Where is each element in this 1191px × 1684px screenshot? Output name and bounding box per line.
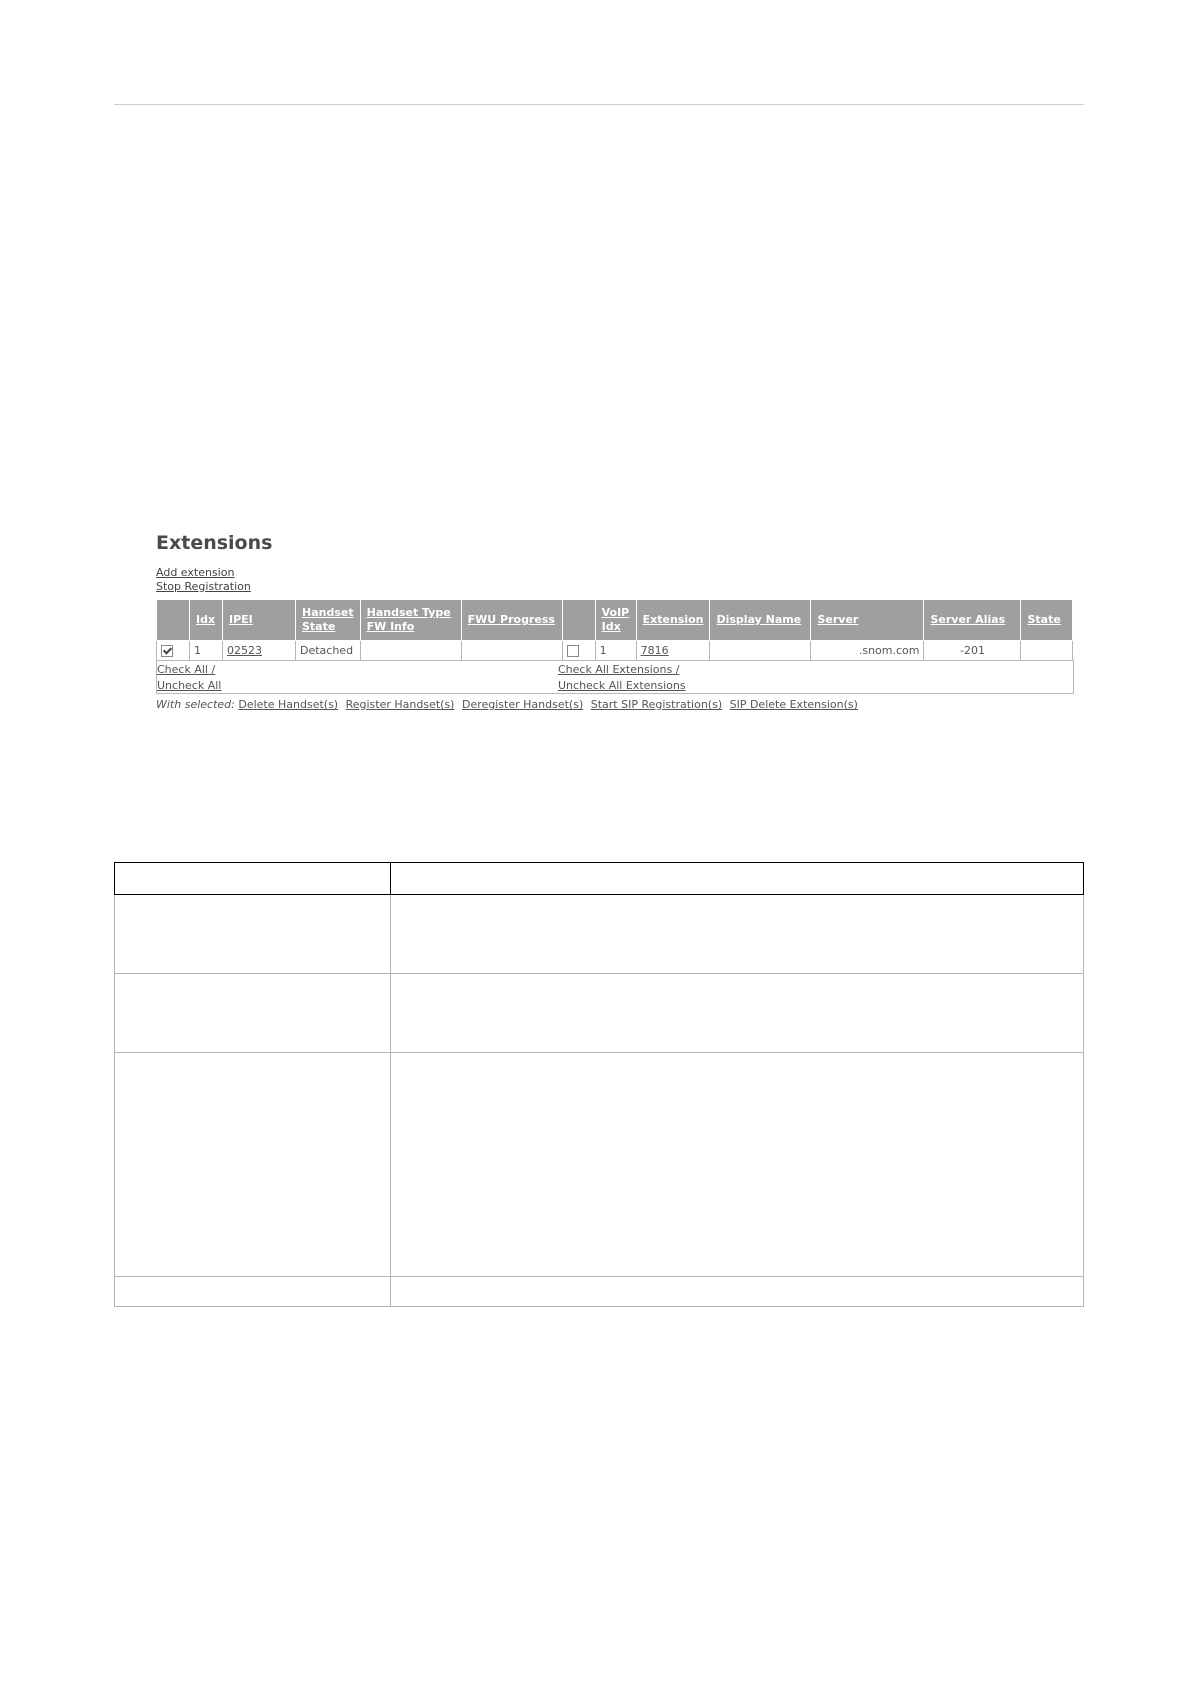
row-extension-checkbox[interactable] xyxy=(567,645,579,657)
description-row xyxy=(115,1053,1084,1277)
row-extension-link[interactable]: 7816 xyxy=(636,641,710,661)
description-cell xyxy=(391,974,1084,1053)
check-all-link[interactable]: Check All / xyxy=(157,663,216,676)
row-select-cell xyxy=(157,641,190,661)
description-cell xyxy=(391,895,1084,974)
description-cell xyxy=(391,1053,1084,1277)
ext-select-column-header xyxy=(562,600,595,641)
row-server: .snom.com xyxy=(811,641,924,661)
description-cell xyxy=(115,1053,391,1277)
col-state[interactable]: State xyxy=(1021,600,1073,641)
add-extension-link[interactable]: Add extension xyxy=(156,566,235,579)
description-row xyxy=(115,974,1084,1053)
row-ext-select-cell xyxy=(562,641,595,661)
col-server-alias[interactable]: Server Alias xyxy=(924,600,1021,641)
handset-check-controls xyxy=(157,662,221,694)
row-ipei-link[interactable]: 02523 xyxy=(223,641,296,661)
description-header-cell-2 xyxy=(391,863,1084,895)
row-handset-type xyxy=(360,641,461,661)
sip-delete-extension-link[interactable]: SIP Delete Extension(s) xyxy=(729,698,858,711)
col-display-name[interactable]: Display Name xyxy=(710,600,811,641)
description-header-row xyxy=(115,863,1084,895)
row-fwu-progress xyxy=(461,641,562,661)
row-handset-state: Detached xyxy=(296,641,361,661)
uncheck-all-extensions-link[interactable]: Uncheck All Extensions xyxy=(558,679,686,692)
delete-handsets-link[interactable]: Delete Handset(s) xyxy=(238,698,339,711)
deregister-handsets-link[interactable]: Deregister Handset(s) xyxy=(461,698,584,711)
col-idx[interactable]: Idx xyxy=(190,600,223,641)
top-divider xyxy=(114,104,1084,105)
description-cell xyxy=(391,1277,1084,1307)
col-fwu-progress[interactable]: FWU Progress xyxy=(461,600,562,641)
description-header-cell-1 xyxy=(115,863,391,895)
row-state xyxy=(1021,641,1073,661)
with-selected-bar xyxy=(156,698,862,711)
col-server[interactable]: Server xyxy=(811,600,924,641)
row-display-name xyxy=(710,641,811,661)
description-cell xyxy=(115,1277,391,1307)
table-header-row xyxy=(157,600,1073,641)
start-sip-registration-link[interactable]: Start SIP Registration(s) xyxy=(590,698,723,711)
extensions-table xyxy=(156,599,1073,661)
description-table xyxy=(114,862,1084,1307)
extension-check-controls xyxy=(558,662,686,694)
table-row xyxy=(157,641,1073,661)
description-row xyxy=(115,1277,1084,1307)
check-all-extensions-link[interactable]: Check All Extensions / xyxy=(558,663,680,676)
stop-registration-link[interactable]: Stop Registration xyxy=(156,580,251,593)
with-selected-label: With selected: xyxy=(156,698,235,711)
extensions-title: Extensions xyxy=(156,532,273,554)
col-extension[interactable]: Extension xyxy=(636,600,710,641)
uncheck-all-link[interactable]: Uncheck All xyxy=(157,679,222,692)
col-handset-state[interactable]: Handset State xyxy=(296,600,361,641)
col-handset-type[interactable]: Handset Type FW Info xyxy=(360,600,461,641)
description-row xyxy=(115,895,1084,974)
row-voip-idx: 1 xyxy=(595,641,636,661)
row-select-checkbox[interactable] xyxy=(161,645,173,657)
register-handsets-link[interactable]: Register Handset(s) xyxy=(345,698,455,711)
description-cell xyxy=(115,895,391,974)
col-ipei[interactable]: IPEI xyxy=(223,600,296,641)
row-idx: 1 xyxy=(190,641,223,661)
row-server-alias: -201 xyxy=(924,641,1021,661)
select-column-header xyxy=(157,600,190,641)
col-voip-idx[interactable]: VoIP Idx xyxy=(595,600,636,641)
description-cell xyxy=(115,974,391,1053)
